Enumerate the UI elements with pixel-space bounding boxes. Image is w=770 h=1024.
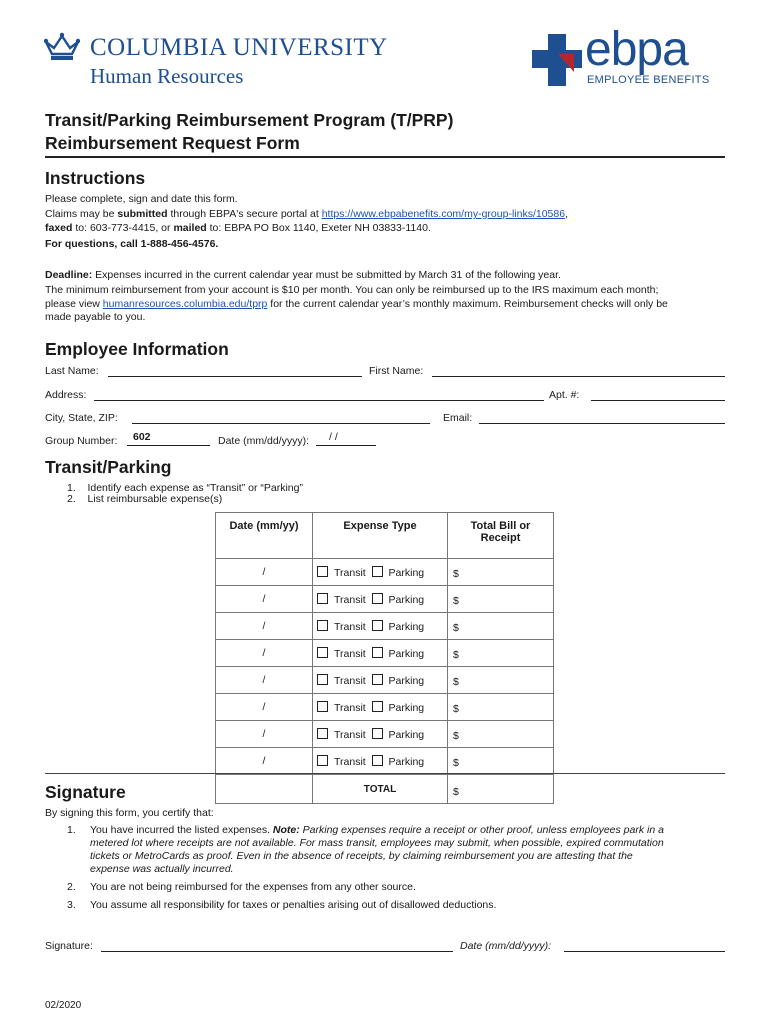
expense-date-field[interactable]: /: [216, 667, 313, 694]
expense-date-field[interactable]: /: [216, 559, 313, 586]
expense-date-field[interactable]: /: [216, 748, 313, 775]
signature-date-field[interactable]: [564, 951, 725, 952]
certify-item-1: You have incurred the listed expenses. Note: Parking expenses require a receipt or other proof, unless employees park in a metered lot where receipts are not available. For mass transit, employees may submit, when possible, expired commutation tickets or MetroCards as proof. Even in the absence of receipts, by claiming reimbursement you are attesting that the expense was actually incurred.: [90, 824, 664, 875]
expense-type-cell: [313, 721, 448, 748]
group-number-label: Group Number:: [45, 435, 118, 447]
certify-item-2: You are not being reimbursed for the expenses from any other source.: [90, 881, 416, 893]
transit-checkbox[interactable]: [317, 701, 328, 712]
parking-checkbox[interactable]: [372, 728, 383, 739]
last-name-label: Last Name:: [45, 365, 99, 377]
group-number-field[interactable]: [127, 445, 210, 446]
ebpa-logo: [530, 23, 730, 90]
signature-field[interactable]: [101, 951, 453, 952]
expense-type-cell: [313, 559, 448, 586]
transit-checkbox[interactable]: [317, 755, 328, 766]
ebpa-wordmark: ebpa: [585, 23, 688, 76]
expense-row: [216, 586, 554, 613]
transit-heading: Transit/Parking: [45, 457, 172, 477]
form-subtitle: Reimbursement Request Form: [45, 133, 300, 153]
first-name-label: First Name:: [369, 365, 424, 377]
expense-date-field[interactable]: /: [216, 613, 313, 640]
total-row: [216, 775, 554, 804]
parking-option-label: Parking: [388, 620, 425, 633]
instructions-heading: Instructions: [45, 168, 146, 188]
certify-number: 3.: [67, 899, 76, 911]
section-divider: [45, 773, 725, 774]
expense-row: [216, 640, 554, 667]
transit-checkbox[interactable]: [317, 566, 328, 577]
parking-checkbox[interactable]: [372, 593, 383, 604]
university-name: COLUMBIA UNIVERSITY: [90, 34, 388, 61]
expense-date-field[interactable]: /: [216, 586, 313, 613]
expense-amount-field[interactable]: $: [448, 667, 554, 694]
expense-type-cell: [313, 613, 448, 640]
parking-checkbox[interactable]: [372, 755, 383, 766]
parking-checkbox[interactable]: [372, 674, 383, 685]
city-state-zip-field[interactable]: [132, 423, 430, 424]
expense-type-cell: [313, 640, 448, 667]
minimum-line: made payable to you.: [45, 311, 146, 323]
expense-amount-field[interactable]: $: [448, 748, 554, 775]
instructions-line: faxed to: 603-773-4415, or mailed to: EBPA PO Box 1140, Exeter NH 03833-1140.: [45, 222, 431, 234]
transit-checkbox[interactable]: [317, 593, 328, 604]
certify-item-3: You assume all responsibility for taxes or penalties arising out of disallowed deductions.: [90, 899, 497, 911]
expense-amount-field[interactable]: $: [448, 640, 554, 667]
crown-icon: [44, 32, 80, 62]
minimum-line: The minimum reimbursement from your account is $10 per month. You can only be reimbursed up to the IRS maximum each month;: [45, 284, 659, 296]
transit-checkbox[interactable]: [317, 620, 328, 631]
parking-checkbox[interactable]: [372, 620, 383, 631]
apt-field[interactable]: [591, 400, 725, 401]
form-title: Transit/Parking Reimbursement Program (T/PRP): [45, 110, 454, 130]
expense-amount-field[interactable]: $: [448, 613, 554, 640]
first-name-field[interactable]: [432, 376, 725, 377]
signature-heading: Signature: [45, 782, 126, 802]
expense-amount-field[interactable]: $: [448, 586, 554, 613]
transit-option-label: Transit: [334, 701, 366, 714]
parking-option-label: Parking: [388, 647, 425, 660]
certify-number: 1.: [67, 824, 76, 836]
expense-row: [216, 559, 554, 586]
col-type-header: Expense Type: [313, 513, 448, 559]
department-name: Human Resources: [90, 64, 244, 88]
expense-amount-field[interactable]: $: [448, 694, 554, 721]
parking-option-label: Parking: [388, 593, 425, 606]
group-number-value: 602: [133, 431, 151, 443]
expense-row: [216, 694, 554, 721]
columbia-logo: [44, 26, 389, 88]
col-date-header: Date (mm/yy): [216, 513, 313, 559]
transit-option-label: Transit: [334, 647, 366, 660]
city-label: City, State, ZIP:: [45, 412, 118, 424]
email-field[interactable]: [479, 423, 725, 424]
parking-option-label: Parking: [388, 566, 425, 579]
transit-option-label: Transit: [334, 728, 366, 741]
parking-checkbox[interactable]: [372, 647, 383, 658]
expense-type-cell: [313, 667, 448, 694]
date-field[interactable]: [316, 445, 376, 446]
transit-checkbox[interactable]: [317, 728, 328, 739]
expense-row: [216, 667, 554, 694]
instructions-line: Please complete, sign and date this form.: [45, 193, 238, 205]
tprp-link[interactable]: humanresources.columbia.edu/tprp: [102, 298, 268, 310]
expense-amount-field[interactable]: $: [448, 559, 554, 586]
total-amount-field[interactable]: $: [448, 775, 554, 804]
signature-intro: By signing this form, you certify that:: [45, 807, 214, 819]
signature-date-label: Date (mm/dd/yyyy):: [460, 940, 552, 952]
expense-type-cell: [313, 694, 448, 721]
transit-step: 1. Identify each expense as “Transit” or “Parking”: [67, 482, 303, 494]
minimum-line: please view humanresources.columbia.edu/tprp for the current calendar year’s monthly maximum. Reimbursement checks will only be: [45, 298, 668, 310]
transit-option-label: Transit: [334, 674, 366, 687]
ebpa-cross-icon: [530, 32, 586, 88]
address-field[interactable]: [94, 400, 544, 401]
transit-option-label: Transit: [334, 566, 366, 579]
parking-option-label: Parking: [388, 701, 425, 714]
email-label: Email:: [443, 412, 473, 424]
title-divider: [45, 156, 725, 158]
apt-label: Apt. #:: [549, 389, 580, 401]
parking-option-label: Parking: [388, 674, 425, 687]
parking-option-label: Parking: [388, 728, 425, 741]
last-name-field[interactable]: [108, 376, 362, 377]
transit-option-label: Transit: [334, 593, 366, 606]
transit-step: 2. List reimbursable expense(s): [67, 493, 223, 505]
parking-option-label: Parking: [388, 755, 425, 768]
signature-label: Signature:: [45, 940, 93, 952]
expense-amount-field[interactable]: $: [448, 721, 554, 748]
date-value: / /: [329, 431, 338, 443]
total-label: TOTAL: [313, 775, 448, 804]
portal-link[interactable]: https://www.ebpabenefits.com/my-group-links/10586: [321, 208, 566, 220]
expense-row: [216, 721, 554, 748]
transit-option-label: Transit: [334, 620, 366, 633]
address-label: Address:: [45, 389, 87, 401]
ebpa-tagline: EMPLOYEE BENEFITS: [587, 74, 710, 86]
expense-type-cell: [313, 748, 448, 775]
deadline-line: Deadline: Expenses incurred in the current calendar year must be submitted by March 31 of the following year.: [45, 269, 561, 281]
expense-row: [216, 748, 554, 775]
parking-checkbox[interactable]: [372, 566, 383, 577]
transit-option-label: Transit: [334, 755, 366, 768]
expense-type-cell: [313, 586, 448, 613]
questions-line: For questions, call 1-888-456-4576.: [45, 238, 219, 250]
expense-date-field[interactable]: /: [216, 721, 313, 748]
expense-table: [215, 512, 554, 804]
certify-number: 2.: [67, 881, 76, 893]
expense-row: [216, 613, 554, 640]
employee-heading: Employee Information: [45, 339, 229, 359]
transit-checkbox[interactable]: [317, 674, 328, 685]
expense-date-field[interactable]: /: [216, 640, 313, 667]
form-version: 02/2020: [45, 1000, 82, 1011]
instructions-line: Claims may be submitted through EBPA's secure portal at https://www.ebpabenefits.com/my-group-links/10586,: [45, 208, 568, 220]
col-total-header: Total Bill or Receipt: [448, 513, 554, 559]
expense-date-field[interactable]: /: [216, 694, 313, 721]
transit-checkbox[interactable]: [317, 647, 328, 658]
parking-checkbox[interactable]: [372, 701, 383, 712]
date-label: Date (mm/dd/yyyy):: [218, 435, 310, 447]
